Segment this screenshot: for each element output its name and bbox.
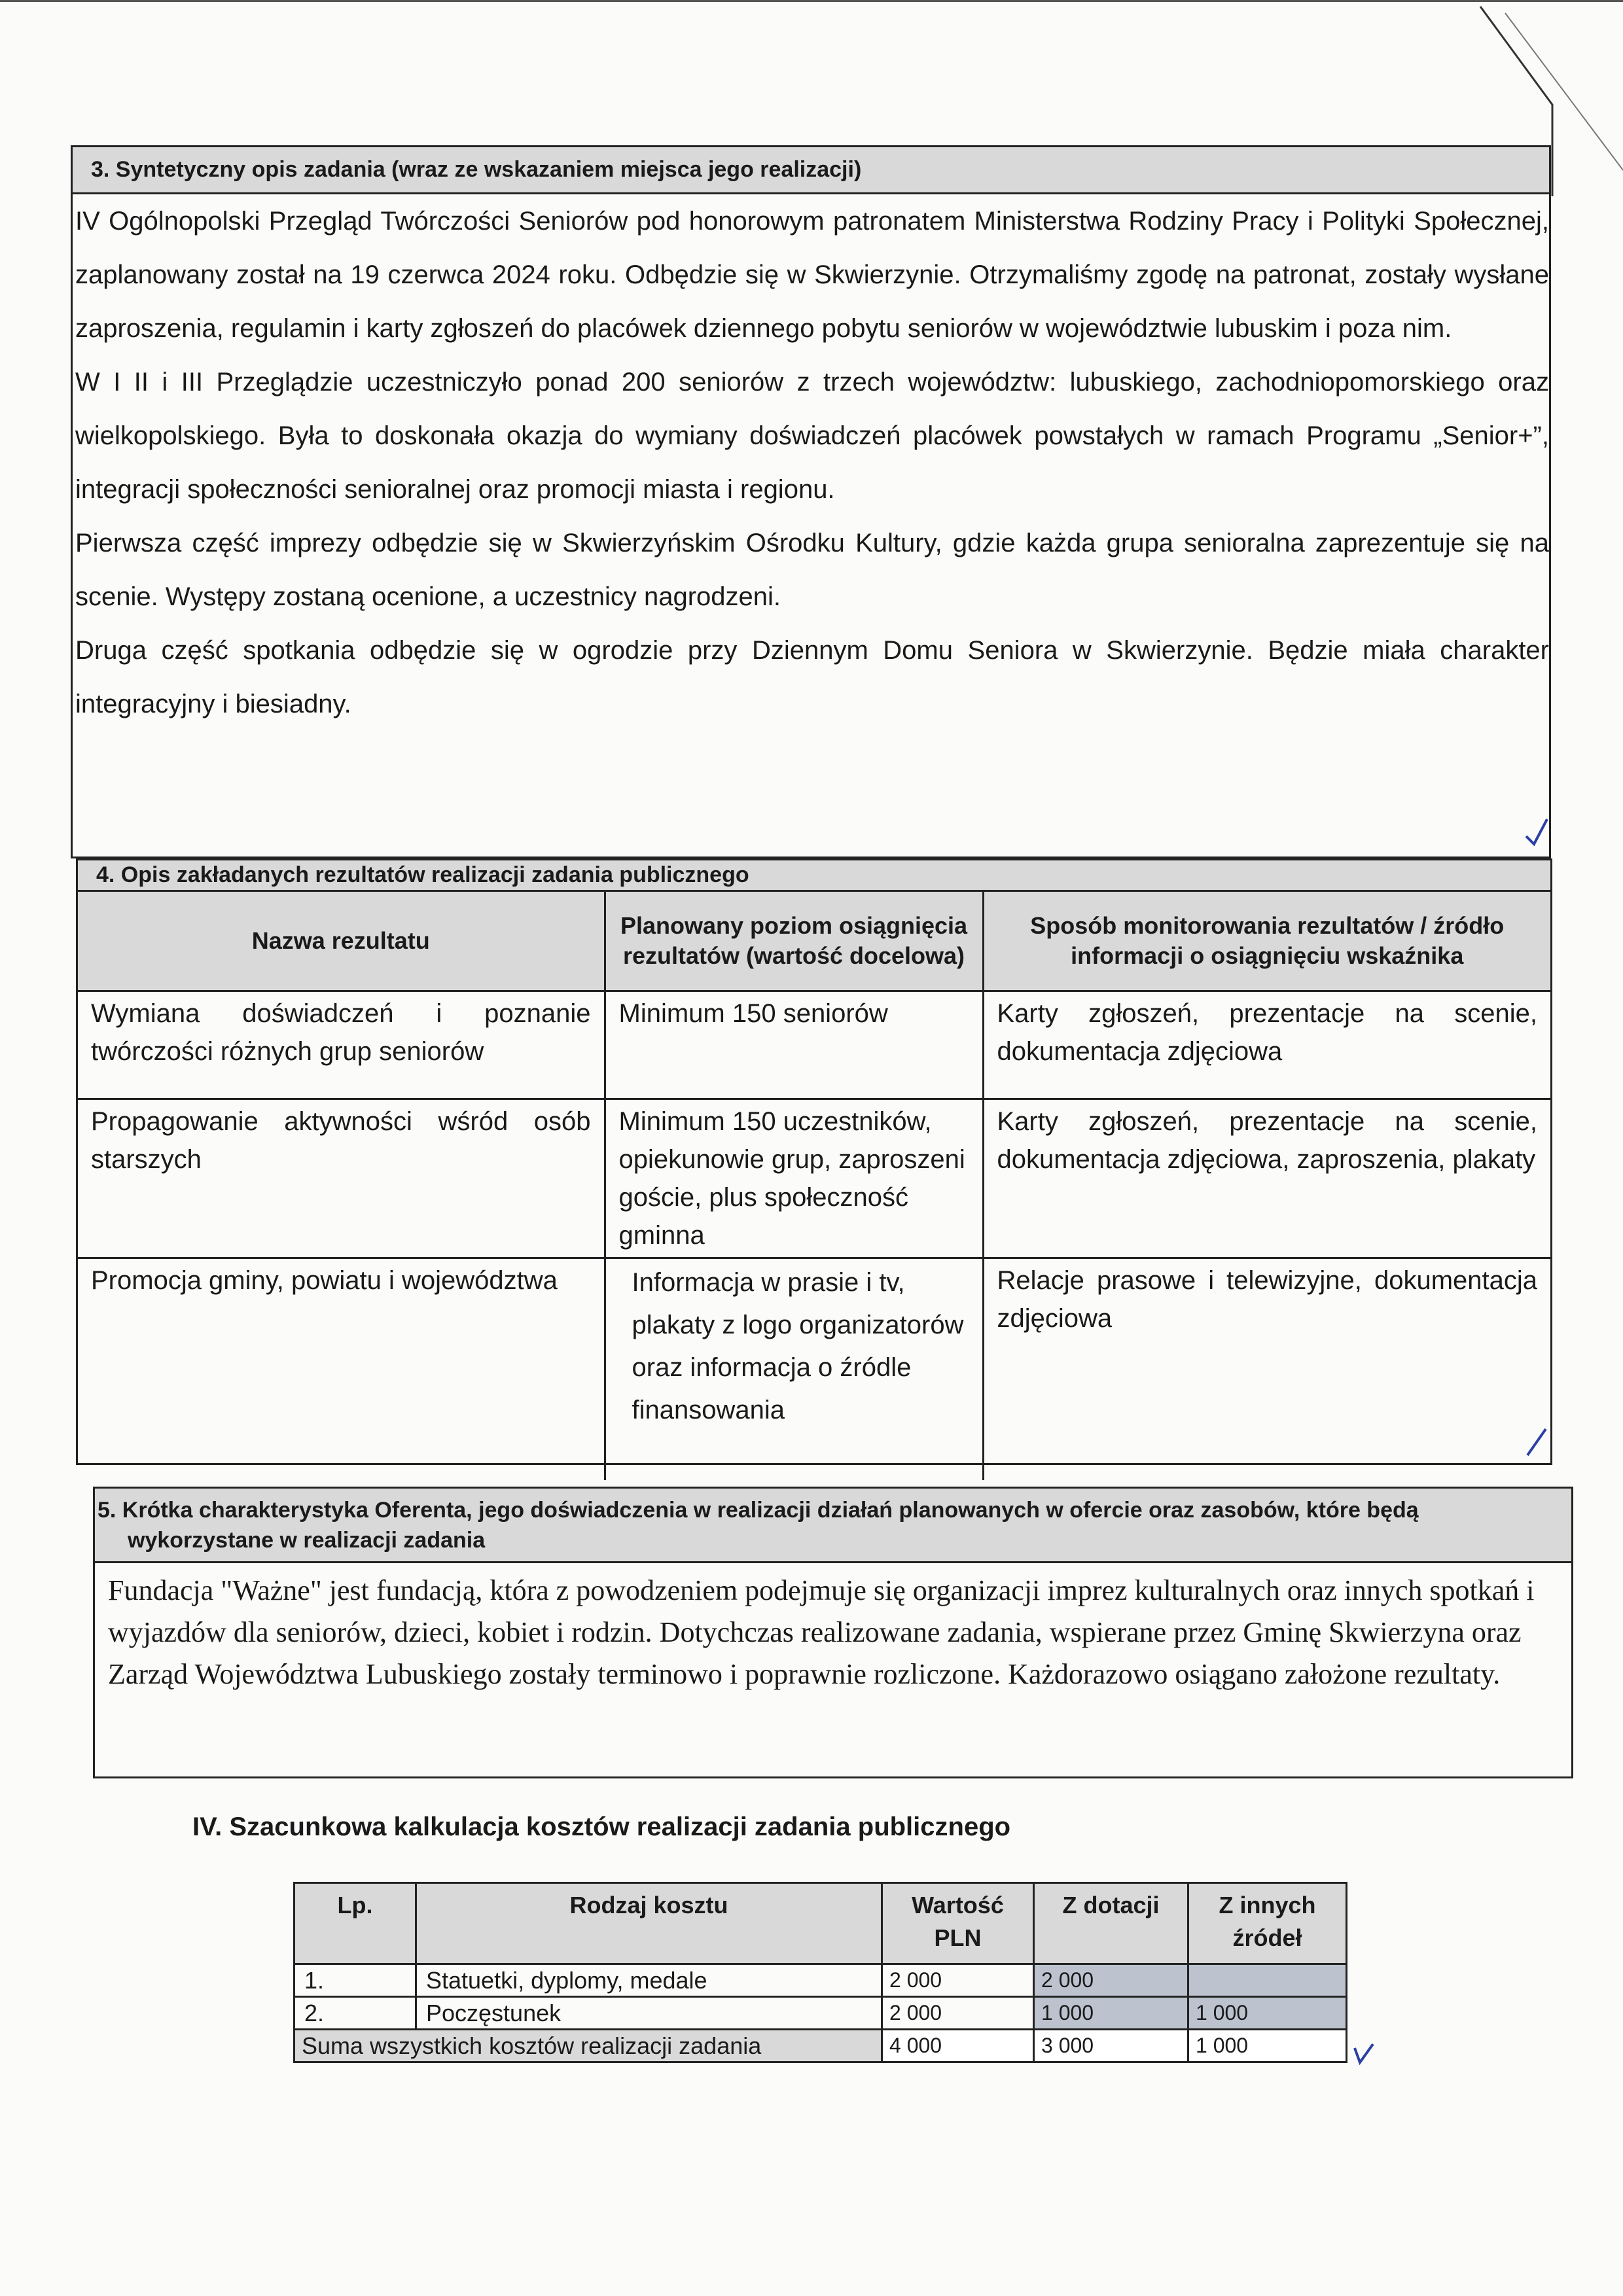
table-row bbox=[78, 1099, 1550, 1258]
results-header-level: Planowany poziom osiągnięcia rezultatów (wartość docelowa) bbox=[605, 892, 983, 991]
section-5-body: Fundacja "Ważne" jest fundacją, która z powodzeniem podejmuje się organizacji imprez kulturalnych oraz innych spotkań i wyjazdów dla seniorów, dzieci, kobiet i rodzin. Dotychczas realizowane zadania, wspierane przez Gminę Skwierzyna oraz Zarząd Województwa Lubuskiego zostały terminowo i poprawnie rozliczone. Każdorazowo osiągano założone rezultaty. bbox=[108, 1574, 1535, 1690]
section-4-title: 4. Opis zakładanych rezultatów realizacji zadania publicznego bbox=[78, 860, 1550, 892]
cost-header-grant: Z dotacji bbox=[1034, 1883, 1188, 1964]
check-mark-icon bbox=[1524, 817, 1550, 849]
cost-header-lp: Lp. bbox=[294, 1883, 416, 1964]
cost-lp: 2. bbox=[294, 1997, 416, 2030]
cost-sum-other: 1 000 bbox=[1188, 2030, 1347, 2062]
table-row bbox=[78, 991, 1550, 1099]
results-header-monitoring: Sposób monitorowania rezultatów / źródło informacji o osiągnięciu wskaźnika bbox=[983, 892, 1550, 991]
cost-sum-value: 4 000 bbox=[882, 2030, 1034, 2062]
section-4-results bbox=[76, 858, 1552, 1465]
cost-grant: 2 000 bbox=[1034, 1964, 1188, 1997]
table-row bbox=[78, 1258, 1550, 1481]
result-level: Minimum 150 uczestników, opiekunowie grup, zaproszeni goście, plus społeczność gminna bbox=[605, 1099, 983, 1258]
result-monitoring: Relacje prasowe i telewizyjne, dokumentacja zdjęciowa bbox=[983, 1258, 1550, 1481]
section-5-title-line2: wykorzystane w realizacji zadania bbox=[128, 1528, 486, 1553]
section-3-title: 3. Syntetyczny opis zadania (wraz ze wskazaniem miejsca jego realizacji) bbox=[73, 147, 1549, 194]
table-row bbox=[294, 1964, 1347, 1997]
results-header-name: Nazwa rezultatu bbox=[78, 892, 605, 991]
section-3-paragraph: W I II i III Przeglądzie uczestniczyło ponad 200 seniorów z trzech województw: lubuskiego, zachodniopomorskiego oraz wielkopolskiego. Była to doskonała okazja do wymiany doświadczeń placówek powstałych w ramach Programu „Senior+”, integracji społeczności senioralnej oraz promocji miasta i regionu. bbox=[75, 368, 1549, 504]
result-monitoring: Karty zgłoszeń, prezentacje na scenie, dokumentacja zdjęciowa bbox=[983, 991, 1550, 1099]
cost-lp: 1. bbox=[294, 1964, 416, 1997]
cost-name: Statuetki, dyplomy, medale bbox=[416, 1964, 882, 1997]
section-3-body bbox=[73, 194, 1549, 731]
section-3-paragraph: IV Ogólnopolski Przegląd Twórczości Seniorów pod honorowym patronatem Ministerstwa Rodziny Pracy i Polityki Społecznej, zaplanowany został na 19 czerwca 2024 roku. Odbędzie się w Skwierzynie. Otrzymaliśmy zgodę na patronat, zostały wysłane zaproszenia, regulamin i karty zgłoszeń do placówek dziennego pobytu seniorów w województwie lubuskim i poza nim. bbox=[75, 207, 1549, 343]
result-monitoring: Karty zgłoszeń, prezentacje na scenie, dokumentacja zdjęciowa, zaproszenia, plakaty bbox=[983, 1099, 1550, 1258]
check-mark-icon bbox=[1351, 2040, 1377, 2066]
cost-header-value: Wartość PLN bbox=[882, 1883, 1034, 1964]
result-name: Wymiana doświadczeń i poznanie twórczości różnych grup seniorów bbox=[78, 991, 605, 1099]
section-3-paragraph: Druga część spotkania odbędzie się w ogrodzie przy Dziennym Domu Seniora w Skwierzynie. Będzie miała charakter integracyjny i biesiadny. bbox=[75, 636, 1549, 718]
section-3-paragraph: Pierwsza część imprezy odbędzie się w Skwierzyńskim Ośrodku Kultury, gdzie każda grupa senioralna zaprezentuje się na scenie. Występy zostaną ocenione, a uczestnicy nagrodzeni. bbox=[75, 529, 1549, 611]
section-5-offerer bbox=[93, 1487, 1573, 1778]
cost-other: 1 000 bbox=[1188, 1997, 1347, 2030]
cost-header-other: Z innych źródeł bbox=[1188, 1883, 1347, 1964]
result-level: Minimum 150 seniorów bbox=[605, 991, 983, 1099]
cost-sum-row bbox=[294, 2030, 1347, 2062]
cost-sum-grant: 3 000 bbox=[1034, 2030, 1188, 2062]
cost-header-type: Rodzaj kosztu bbox=[416, 1883, 882, 1964]
cost-grant: 1 000 bbox=[1034, 1997, 1188, 2030]
section-5-title bbox=[95, 1489, 1571, 1563]
cost-other bbox=[1188, 1964, 1347, 1997]
cost-sum-label: Suma wszystkich kosztów realizacji zadania bbox=[294, 2030, 882, 2062]
cost-table bbox=[293, 1882, 1347, 2063]
result-name: Promocja gminy, powiatu i województwa bbox=[78, 1258, 605, 1481]
section-3-description bbox=[71, 145, 1551, 858]
cost-value: 2 000 bbox=[882, 1997, 1034, 2030]
section-5-title-line1: 5. Krótka charakterystyka Oferenta, jego doświadczenia w realizacji działań planowanych w ofercie oraz zasobów, które będą bbox=[98, 1498, 1419, 1523]
cost-value: 2 000 bbox=[882, 1964, 1034, 1997]
section-iv-title: IV. Szacunkowa kalkulacja kosztów realizacji zadania publicznego bbox=[192, 1812, 1011, 1841]
table-row bbox=[294, 1997, 1347, 2030]
result-name: Propagowanie aktywności wśród osób starszych bbox=[78, 1099, 605, 1258]
check-mark-icon bbox=[1524, 1426, 1550, 1459]
result-level: Informacja w prasie i tv, plakaty z logo organizatorów oraz informacja o źródle finansowania bbox=[605, 1258, 983, 1481]
cost-name: Poczęstunek bbox=[416, 1997, 882, 2030]
results-table bbox=[78, 892, 1550, 1480]
